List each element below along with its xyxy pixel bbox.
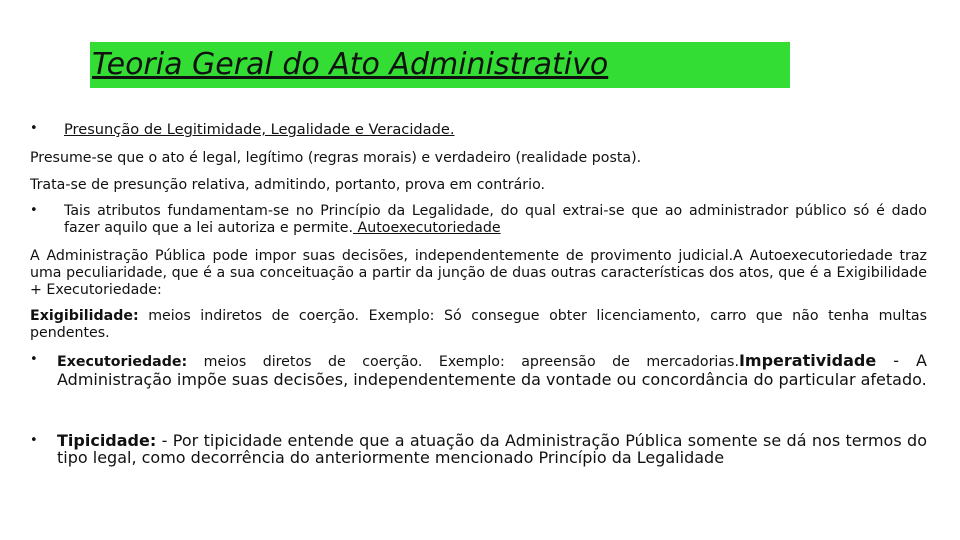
paragraph-autoexecutoriedade: A Administração Pública pode impor suas decisões, independentemente de provimento judicial.A Autoexecutoriedade traz uma peculiaridade, que é a sua conceituação a partir da junção de duas outras características dos atos, que é a Exigibilidade + Executoriedade: [30, 248, 927, 298]
exigibilidade-text: meios indiretos de coerção. Exemplo: Só consegue obter licenciamento, carro que não tenha multas pendentes. [30, 308, 927, 341]
paragraph-presume: Presume-se que o ato é legal, legítimo (regras morais) e verdadeiro (realidade posta). [30, 150, 642, 166]
slide-title: Teoria Geral do Ato Administrativo [90, 42, 790, 88]
imperatividade-text: - A Administração impõe suas decisões, independentemente da vontade ou concordância do particular afetado. [57, 351, 927, 389]
tipicidade-label: Tipicidade: [57, 431, 157, 450]
executoriedade-label: Executoriedade: [57, 354, 188, 370]
atributos-text: Tais atributos fundamentam-se no Princípio da Legalidade, do qual extrai-se que ao administrador público só é dado fazer aquilo que a lei autoriza e permite. [64, 203, 927, 236]
paragraph-tipicidade [57, 432, 927, 466]
imperatividade-label: Imperatividade [738, 351, 877, 370]
bullet-marker: • [30, 121, 38, 136]
bullet-marker: • [30, 433, 38, 448]
bullet-marker: • [30, 203, 38, 218]
paragraph-presuncao-relativa: Trata-se de presunção relativa, admitindo, portanto, prova em contrário. [30, 177, 546, 193]
section-heading-presuncao: Presunção de Legitimidade, Legalidade e Veracidade. [64, 121, 455, 138]
executoriedade-text: meios diretos de coerção. Exemplo: apreensão de mercadorias. [187, 354, 739, 370]
paragraph-atributos [64, 203, 927, 237]
tipicidade-text: - Por tipicidade entende que a atuação da Administração Pública somente se dá nos termos do tipo legal, como decorrência do anteriormente mencionado Princípio da Legalidade [57, 431, 927, 467]
paragraph-exigibilidade [30, 308, 927, 342]
autoexecutoriedade-heading: Autoexecutoriedade [353, 220, 501, 236]
bullet-marker: • [30, 352, 38, 367]
exigibilidade-label: Exigibilidade: [30, 308, 139, 324]
paragraph-executoriedade [57, 352, 927, 390]
